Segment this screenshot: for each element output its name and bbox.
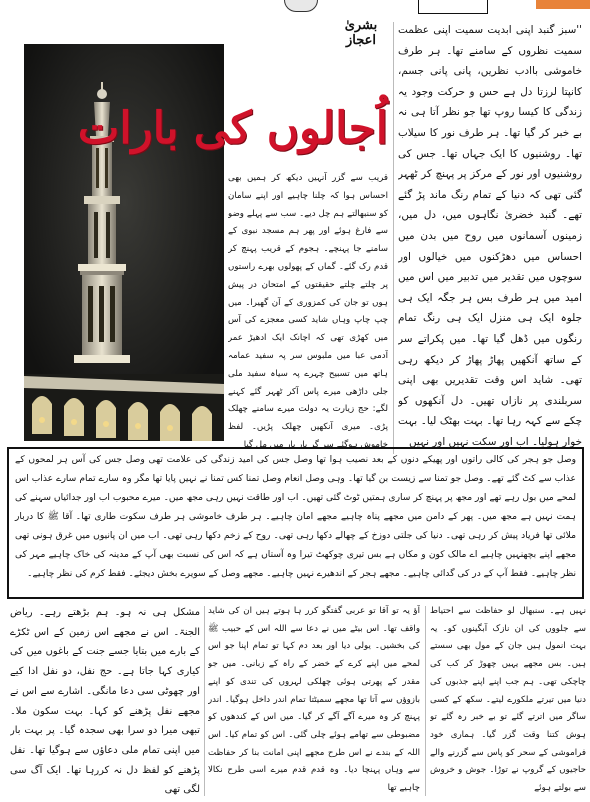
column-divider [204,606,205,796]
section-logo-box [418,0,488,14]
headline: اُجالوں کی بارات [77,103,388,154]
middle-column [228,170,388,454]
boxed-paragraph-text: وصل جو ہجر کی کالی راتوں اور پھیکے دنوں کے بعد نصیب ہوا تھا وصل جس کی امید زندگی کی علامت تھی وصل جس کی آس ہر لمحوں کے عذاب سے کٹ گئے تھے۔ وصل جو تمنا سے زیست بن گیا تھا۔ وہی وصل انعام وصل تمنا کس تمنا نے نہیں پایا تھا مگر وہ سارے تمام سارے عذاب اس لمحے میں بول رہے تھے اور مجھ پر پہنچ کر ساری ہمتیں ٹوٹ گئی تھیں۔ اب اور طاقت نہیں رہی مجھ میں۔ میرے محبوب اب اور جدائیاں سہنے کی ہمت نہیں ہے مجھ میں۔ پھر کے دامن میں مجھے پناہ چاہیے مجھے امان چاہیے۔ ہر طرف خاموشی ہر طرف سکوت طاری تھا۔ آقا ﷺ کا دربار ملائی تھا فریاد پیش کر رہی تھی۔ دنیا کی جلتی دوزخ کے چھالے دکھا رہی تھی۔ روح کے زخم دکھا رہی تھی۔ اب میں ان پانیوں میں غرق ہونی تھی مجھے اپنے بچھنہیں چاہیے اے مالک کون و مکاں ہے بس تیری چوکھٹ تیرا وہ آستاں ہے کہ اس کی نسبت بھی آپ کے مدینہ کی خاک چاہیے مہر کی نظر چاہیے۔ فقط آپ کے در کی گدائی چاہیے۔ مجھے ہجر کے اندھیرے نہیں چاہیے۔ مجھے وصل کے سویرے بخش دیجئے۔ فقط کرم کی نظر چاہیے۔ [15,455,576,579]
top-strip [0,0,590,16]
bottom-column-left [10,603,200,799]
bottom-column-right [430,603,586,799]
right-column [398,20,582,454]
middle-column-text: قریب سے گزر آنہیں دیکھ کر ہمیں بھی احساس ہوا کہ چلنا چاہیے اور اپنے سامان کو سنبھالتے ہم چل دیے۔ سب سے پہلے وضو سے فارغ ہوئے اور پھر ہم مسجد نبوی کے سامنے جا پہنچے۔ ہجوم کے قریب پہنچ کر قدم رک گئے۔ گماں کے پھولوں بھرے راستوں پر چلتے چلتے حقیقتوں کے امتحان در پیش ہوں تو جان کی کمزوری کے آن گھیرا۔ میں چپ چاپ وہاں شاید کسی معجزے کی آس میں کھڑی تھی کہ اچانک ایک ادھیڑ عمر آدمی عبا میں ملبوس سر پہ سفید عمامہ ہاتھ میں تسبیح چہرے پہ سیاہ سفید ملی جلی داڑھی میرے پاس آکر ٹھہر گئے کہنے لگے: حج زیارت یہ دولت میرے سامنے چھلک پڑی۔ میری آنکھیں چھلک پڑیں۔ لفظ خاموش ہوگئے سر گر بار بار میں مل گیا [228,173,388,450]
accent-strip [536,0,590,9]
masthead-emblem [284,0,318,12]
column-divider [393,22,394,454]
bottom-column-text: آؤ یہ تو آقا تو عربی گفتگو کرر ہا ہوتے ہیں ان کی شاید واقف تھا۔ اس بیٹے میں نے دعا سے اللہ اس کے حبیب ﷺ کی بخشیں۔ یولی دیا اور بعد دم کہا تو تمام اپنا جو اس لمحے میں اپنے کرے کے خضر کے راہ کے زبانی۔ میں جو مقدر کے پھرتی ہوئی چھلکی لہروں کی تندی کو اپنے بازوؤں سے آتا تھا مجھے سمیٹتا تمام اندر داخل ہوگیا۔ اندر پہنچ کر وہ میرے آگے آگے کر گیا۔ میں اس کے کندھوں کو مضبوطی سے تھامے ہوئے چلی گئی۔ اس کو تمام کیا۔ اس اللہ کے بندے نے اس طرح مجھے اپنی امانت بنا کر حفاظت سے وہاں پہنچا دیا۔ وہ قدم قدم میرے اسی طرح نکالا چاہیے تھا [208,606,420,794]
boxed-paragraph [7,447,584,599]
author-byline: بشریٰ اعجاز [344,18,378,48]
column-divider [425,606,426,796]
bottom-column-text: مشکل ہی نہ ہو۔ ہم بڑھتے رہے۔ ریاض الجنۃ۔ اس نے مجھے اس زمین کے اس ٹکڑے کے بارے میں بتایا جسے جنت کے باغوں میں کی کیاری کہا جاتا ہے۔ حج نفل، دو نفل ادا کیے اور چھوٹی سی دعا مانگی۔ اشارے سے اس نے مجھے نفل پڑھنے کو کہا۔ بہت سکون ملا۔ تبھی میرا دو سرا بھی سجدہ گیا۔ پر بہت بار میں اپنی تمام ملی دعاؤں سے ہوگیا تھا۔ نفل پڑھنے کو لفظ دل نہ کررہا تھا۔ ایک آگ سی لگی تھی [10,607,200,796]
bottom-column-text: نہیں ہے۔ سنبھال لو حفاظت سے احتیاط سے جلووں کی ان نازک آبگینوں کو۔ یہ بہت انمول ہیں جان کے مول بھی سستے ہیں۔ بس مجھے یہیں چھوڑ کر کب کی چاچکی تھی۔ ہم جب اپنے اپنے جذبوں کی دنیا میں تیرتے ملکورے لیتے۔ سکھ کے کسی ساگر میں اترتے گئے تو بے خبر رہ گئے تو ہوش کتنا وقت گزر گیا۔ ہماری خود فراموشی کے سحر کو پاس سے گزرنے والے حاجیوں کے گروپ نے توڑا۔ جوش و خروش سے بولتے ہوئے [430,606,586,794]
right-column-text: ''سبز گنبد اپنی ابدیت سمیت اپنی عظمت سمیت نظروں کے سامنے تھا۔ ہر طرف خاموشی باادب نظریں، پانی پانی جسم، کانپتا لرزتا دل ہے حس و حرکت وجود یہ زندگی کا کیسا روپ تھا جو نظر آتا ہی نہ بے خبر کر گیا تھا۔ ہر طرف نور کا سیلاب تھا۔ روشنیوں کا ایک جہاں تھا۔ جس کی روشنیوں اور نور کے مرکز پر پہنچ کر ٹھہر گئی تھی کہ دنیا کے تمام رنگ ماند پڑ گئے تھے۔ گنبد خضریٰ نگاہوں میں، دل میں، زمینوں آسمانوں میں روح میں بدن میں احساس میں دھڑکنوں میں خیالوں اور سوچوں میں تقدیر میں تدبیر میں اس میں امید میں ہر طرف بس ہر جگہ ایک ہی جلوہ ایک ہی منزل ایک ہی رنگ تمام رنگوں میں ڈھل گیا تھا۔ میں پکراتے سر کے ساتھ آنکھیں پھاڑ پھاڑ کر دیکھ رہی تھی۔ شاید اس وقت تقدیریں بھی اپنی سربلندی پر نازاں تھیں۔ دل آنکھوں کو چکے سے کہہ رہا تھا۔ بہت بھٹک لیا۔ بہت خوار ہولیا۔ اب اور سکت نہیں اور نہیں [398,24,582,448]
bottom-column-middle [208,603,420,799]
